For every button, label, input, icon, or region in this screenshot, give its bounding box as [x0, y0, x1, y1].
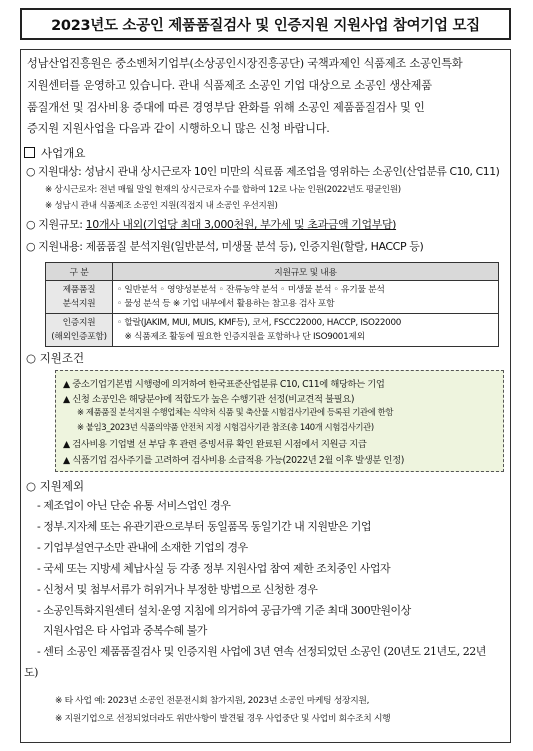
content-line: ◦ 일반분석 ◦ 영양성분분석 ◦ 잔류농약 분석 ◦ 미생물 분석 ◦ 유기물 분석 — [117, 285, 385, 295]
condition-note: ※ 붙임3_2023년 식품의약품 안전처 지정 시험검사기관 참조(총 140개 시험검사기관) — [77, 422, 374, 432]
category-line: 제품품질 — [62, 285, 96, 295]
exclusion-item: - 기업부설연구소만 관내에 소재한 기업의 경우 — [37, 541, 248, 554]
page-title-text: 2023년도 소공인 제품품질검사 및 인증지원 지원사업 참여기업 모집 — [51, 17, 480, 34]
footnote: ※ 타 사업 예: 2023년 소공인 전문전시회 참가지원, 2023년 소공인 마케팅 성장지원, — [55, 696, 370, 706]
exclusion-item: - 소공인특화지원센터 설치·운영 지침에 의거하여 공급가액 기준 최대 300만원이상 — [37, 604, 411, 617]
content-line: ◦ 할랄(JAKIM, MUI, MUIS, KMF등), 코셔, FSCC22000, HACCP, ISO22000 — [117, 318, 402, 328]
intro-line-1: 성남산업진흥원은 중소벤처기업부(소상공인시장진흥공단) 국책과제인 식품제조 소공인특화 — [27, 57, 463, 70]
category-line: 인증지원 — [62, 318, 96, 328]
intro-line-3: 품질개선 및 검사비용 증대에 따른 경영부담 완화를 위해 소공인 제품품질검사 및 인 — [27, 101, 425, 114]
condition-line: ▲ 중소기업기본법 시행령에 의거하여 한국표준산업분류 C10, C11에 해당하는 기업 — [63, 379, 385, 390]
content-label: ○ 지원내용: — [26, 240, 83, 253]
conditions-heading: ○ 지원조건 — [26, 351, 85, 365]
scale-label: ○ 지원규모: — [26, 218, 83, 231]
table-row — [46, 314, 499, 347]
target-label: ○ 지원대상: — [26, 165, 82, 178]
content-text: 제품품질 분석지원(일반분석, 미생물 분석 등), 인증지원(할랄, HACCP 등) — [85, 240, 424, 253]
table-cell-category — [46, 281, 113, 314]
condition-line: ▲ 신청 소공인은 해당분야에 적합도가 높은 수행기관 선정(비교견적 불필요) — [63, 394, 355, 405]
table-cell-category — [46, 314, 113, 347]
support-table-header-category: 구 분 — [46, 263, 113, 281]
target-note-2: ※ 성남시 관내 식품제조 소공인 지원(직접지 내 소공인 우선지원) — [45, 201, 278, 211]
support-table-header-row — [46, 263, 499, 281]
content-line: ◦ 물성 분석 등 ※ 기업 내부에서 활용하는 참고용 검사 포함 — [117, 299, 335, 309]
target-note-1: ※ 상시근로자: 전년 매월 말일 현재의 상시근로자 수를 합하여 12로 나눈 인원(2022년도 평균인원) — [45, 185, 401, 195]
table-cell-content — [113, 281, 499, 314]
target-text: 성남시 관내 상시근로자 10인 미만의 식료품 제조업을 영위하는 소공인(산업분류 C10, C11) — [84, 165, 500, 178]
overview-heading — [24, 145, 85, 161]
content-row — [26, 238, 423, 254]
exclusion-item: - 센터 소공인 제품품질검사 및 인증지원 사업에 3년 연속 선정되었던 소공인 (20년도 21년도, 22년 — [37, 645, 486, 658]
footnote: ※ 지원기업으로 선정되었더라도 위반사항이 발견될 경우 사업중단 및 사업비 회수조치 시행 — [55, 714, 391, 724]
support-table — [45, 262, 499, 347]
exclusion-item: - 정부.지자체 또는 유관기관으로부터 동일품목 동일기간 내 지원받은 기업 — [37, 520, 371, 533]
intro-line-2: 지원센터를 운영하고 있습니다. 관내 식품제조 소공인 기업 대상으로 소공인 생산제품 — [27, 79, 432, 92]
support-table-header-content: 지원규모 및 내용 — [113, 263, 499, 281]
intro-line-4: 증지원 지원사업을 다음과 같이 시행하오니 많은 신청 바랍니다. — [27, 122, 330, 135]
scale-row — [26, 216, 396, 232]
condition-line: ▲ 검사비용 기업별 선 부담 후 관련 증빙서류 확인 완료된 시점에서 지원금 지급 — [63, 439, 367, 450]
overview-heading-text: 사업개요 — [41, 146, 86, 160]
exclusion-item: - 국세 또는 지방세 체납사실 등 각종 정부 지원사업 참여 제한 조치중인 사업자 — [37, 562, 391, 575]
category-line: 분석지원 — [62, 299, 96, 309]
table-cell-content — [113, 314, 499, 347]
target-row — [26, 164, 500, 179]
exclusion-item: - 제조업이 아닌 단순 유통 서비스업인 경우 — [37, 499, 231, 512]
category-line: (해외인증포함) — [51, 332, 107, 342]
condition-line: ▲ 식품기업 검사주기를 고려하여 검사비용 소급적용 가능(2022년 2월 이후 발생분 인정) — [63, 455, 404, 466]
exclusion-item-continued: 지원사업은 타 사업과 중복수혜 불가 — [37, 624, 207, 637]
exclusion-item: - 신청서 및 첨부서류가 허위거나 부정한 방법으로 신청한 경우 — [37, 583, 318, 596]
exclusions-heading: ○ 지원제외 — [26, 479, 85, 493]
scale-text: 10개사 내외(기업당 최대 3,000천원, 부가세 및 초과금액 기업부담) — [85, 218, 397, 231]
checkbox-square-icon — [24, 147, 35, 158]
page-title — [20, 8, 511, 40]
content-line: ※ 식품제조 활동에 필요한 인증지원을 포함하나 단 ISO9001제외 — [117, 332, 365, 342]
exclusion-item-continued: 도) — [24, 666, 38, 679]
table-row — [46, 281, 499, 314]
condition-note: ※ 제품품질 분석지원 수행업체는 식약처 식품 및 축산물 시험검사기관에 등록된 기관에 한함 — [77, 407, 394, 417]
